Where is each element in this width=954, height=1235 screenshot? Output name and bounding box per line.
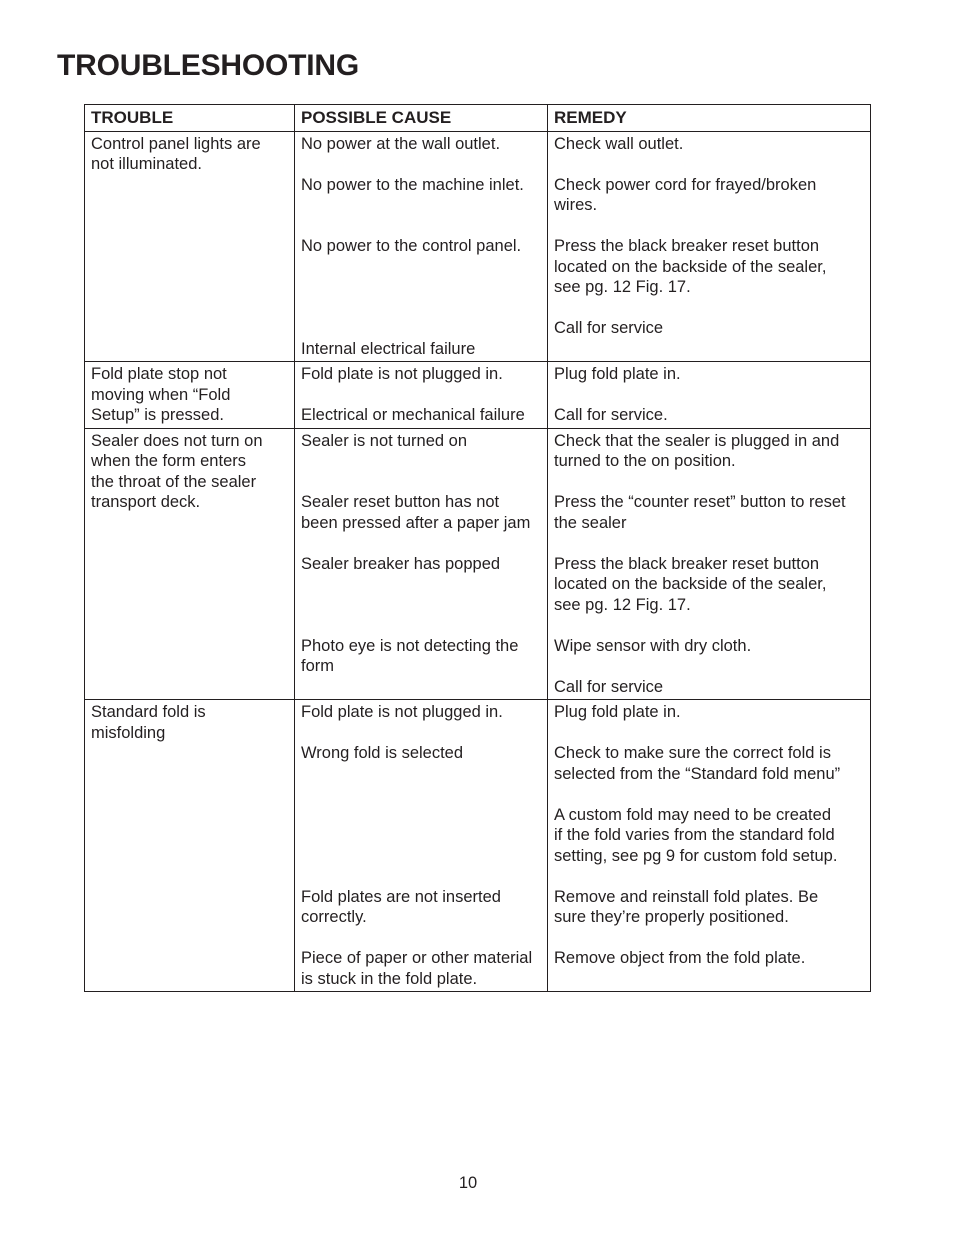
table-header-row	[85, 105, 871, 132]
troubleshooting-table	[84, 104, 871, 992]
table-row	[85, 428, 871, 700]
table-row	[85, 362, 871, 429]
remedy-cell	[548, 428, 871, 700]
remedy-text: Call for service	[554, 677, 664, 696]
header-possible-cause: POSSIBLE CAUSE	[295, 105, 548, 132]
remedy-text: Check power cord for frayed/broken wires.	[554, 175, 817, 214]
cause-text: Electrical or mechanical failure	[301, 406, 525, 424]
header-trouble: TROUBLE	[85, 105, 295, 132]
remedy-cell	[548, 131, 871, 362]
cause-text: Internal electrical failure	[301, 339, 476, 358]
remedy-text: Call for service	[554, 319, 664, 337]
trouble-cell	[85, 362, 295, 429]
cause-text: No power at the wall outlet.	[301, 134, 501, 153]
trouble-text: Fold plate stop not moving when “Fold Setup” is pressed.	[91, 365, 231, 424]
remedy-text: A custom fold may need to be created if the fold varies from the standard fold setting, see pg 9 for custom fold setup.	[554, 805, 838, 865]
trouble-text: Control panel lights are not illuminated.	[91, 134, 261, 173]
page-number: 10	[458, 1174, 478, 1192]
cause-text: Fold plate is not plugged in.	[301, 365, 503, 383]
cause-text: Sealer breaker has popped	[301, 554, 501, 573]
remedy-text: Check to make sure the correct fold is selected from the “Standard fold menu”	[554, 744, 841, 783]
table-row	[85, 700, 871, 992]
cause-text: Fold plates are not inserted correctly.	[301, 887, 501, 926]
remedy-cell	[548, 700, 871, 992]
remedy-text: Remove and reinstall fold plates. Be sure they’re properly positioned.	[554, 887, 819, 926]
remedy-text: Plug fold plate in.	[554, 365, 681, 383]
cause-text: Piece of paper or other material is stuck in the fold plate.	[301, 949, 533, 988]
cause-cell	[295, 362, 548, 429]
remedy-text: Plug fold plate in.	[554, 703, 681, 721]
trouble-cell	[85, 428, 295, 700]
remedy-text: Press the black breaker reset button located on the backside of the sealer, see pg. 12 Fig. 17.	[554, 554, 827, 614]
cause-text: No power to the control panel.	[301, 237, 522, 255]
trouble-text: Sealer does not turn on when the form enters the throat of the sealer transport deck.	[91, 431, 263, 511]
cause-cell	[295, 131, 548, 362]
cause-cell	[295, 700, 548, 992]
cause-text: Photo eye is not detecting the form	[301, 636, 519, 675]
remedy-text: Check that the sealer is plugged in and turned to the on position.	[554, 431, 840, 470]
remedy-text: Press the black breaker reset button located on the backside of the sealer, see pg. 12 Fig. 17.	[554, 237, 827, 296]
cause-text: Wrong fold is selected	[301, 744, 464, 762]
cause-text: Sealer is not turned on	[301, 431, 468, 450]
page-title: TROUBLESHOOTING	[57, 49, 359, 82]
header-remedy: REMEDY	[548, 105, 871, 132]
table-row	[85, 131, 871, 362]
cause-text: No power to the machine inlet.	[301, 175, 524, 194]
cause-text: Sealer reset button has not been pressed after a paper jam	[301, 493, 531, 532]
trouble-text: Standard fold is misfolding	[91, 703, 206, 742]
cause-cell	[295, 428, 548, 700]
remedy-text: Check wall outlet.	[554, 134, 684, 153]
remedy-text: Press the “counter reset” button to reset the sealer	[554, 493, 846, 532]
remedy-text: Remove object from the fold plate.	[554, 949, 806, 967]
remedy-cell	[548, 362, 871, 429]
trouble-cell	[85, 131, 295, 362]
cause-text: Fold plate is not plugged in.	[301, 703, 503, 721]
remedy-text: Wipe sensor with dry cloth.	[554, 636, 752, 655]
remedy-text: Call for service.	[554, 406, 668, 424]
trouble-cell	[85, 700, 295, 992]
